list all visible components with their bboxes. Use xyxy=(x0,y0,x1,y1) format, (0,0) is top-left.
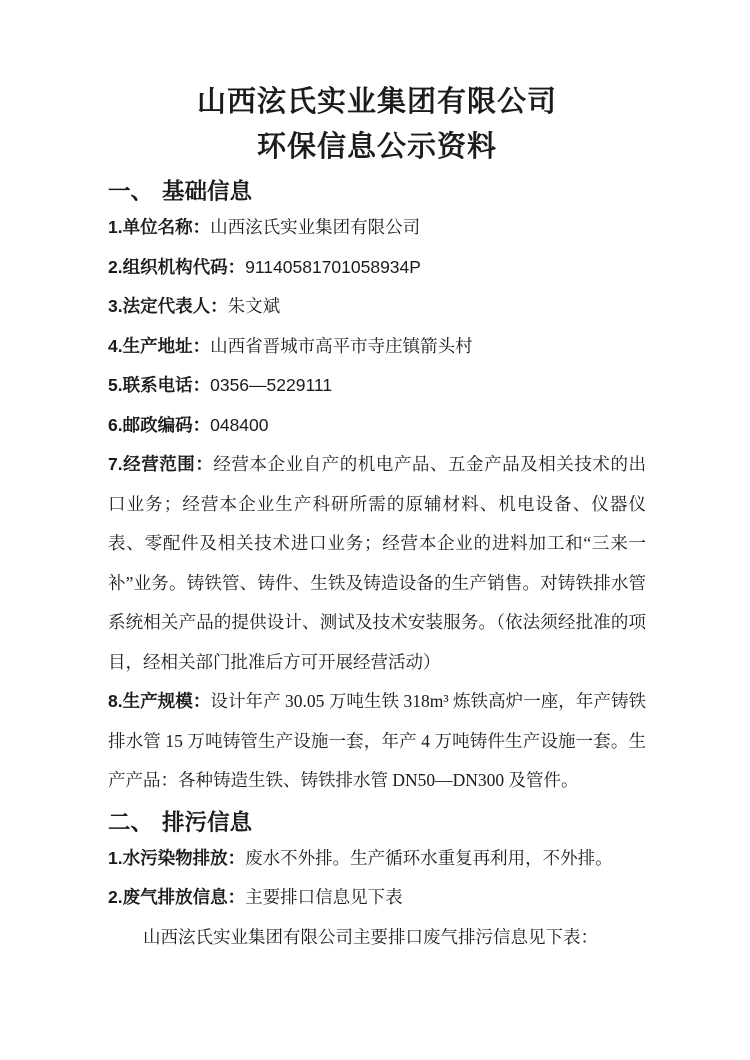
field-label: 1.水污染物排放： xyxy=(108,847,246,868)
section-number: 二、 xyxy=(108,809,154,835)
field-label: 2.废气排放信息： xyxy=(108,887,246,907)
field-contact-phone xyxy=(108,366,646,406)
field-label: 5.联系电话： xyxy=(108,375,211,395)
document-title xyxy=(108,80,646,170)
section-heading-basic-info xyxy=(108,175,646,208)
field-label: 3.法定代表人： xyxy=(108,296,228,316)
field-value: 主要排口信息见下表 xyxy=(245,887,403,907)
field-label: 1.单位名称： xyxy=(108,217,211,237)
field-business-scope xyxy=(108,445,646,682)
field-value: 经营本企业自产的机电产品、五金产品及相关技术的出口业务；经营本企业生产科研所需的原辅材料、机电设备、仪器仪表、零配件及相关技术进口业务；经营本企业的进料加工和“三来一补”业务。铸铁管、铸件、生铁及铸造设备的生产销售。对铸铁排水管系统相关产品的提供设计、测试及技术安装服务。（依法须经批准的项目，经相关部门批准后方可开展经营活动） xyxy=(108,454,646,672)
field-production-address xyxy=(108,327,646,367)
field-company-name xyxy=(108,208,646,248)
field-value: 山西泫氏实业集团有限公司 xyxy=(210,217,421,237)
field-label: 4.生产地址： xyxy=(108,335,211,356)
field-production-scale xyxy=(108,682,646,801)
field-label: 2.组织机构代码： xyxy=(108,256,246,277)
field-label: 6.邮政编码： xyxy=(108,414,211,435)
field-exhaust-gas-discharge xyxy=(108,878,646,918)
field-water-pollutant-discharge xyxy=(108,839,646,879)
document-title-line1: 山西泫氏实业集团有限公司 xyxy=(196,86,557,118)
field-value: 048400 xyxy=(210,414,269,435)
section-number: 一、 xyxy=(108,179,154,204)
field-organization-code xyxy=(108,248,646,288)
section-heading-pollution-info xyxy=(108,806,646,839)
document-title-line2: 环保信息公示资料 xyxy=(256,131,497,163)
field-postal-code xyxy=(108,406,646,446)
field-value: 设计年产 30.05 万吨生铁 318m³ 炼铁高炉一座，年产铸铁排水管 15 万吨铸管生产设施一套，年产 4 万吨铸件生产设施一套。生产产品：各种铸造生铁、铸铁排水管 DN50—DN300 及管件。 xyxy=(108,691,646,790)
field-legal-representative xyxy=(108,287,646,327)
closing-line: 山西泫氏实业集团有限公司主要排口废气排污信息见下表： xyxy=(143,926,598,947)
field-value: 废水不外排。生产循环水重复再利用，不外排。 xyxy=(245,847,613,868)
section-title: 排污信息 xyxy=(162,809,253,835)
field-value: 朱文斌 xyxy=(227,296,281,316)
field-value: 山西省晋城市高平市寺庄镇箭头村 xyxy=(210,335,473,356)
field-label: 7.经营范围： xyxy=(108,454,214,474)
field-value: 91140581701058934P xyxy=(245,256,421,277)
field-value: 0356—5229111 xyxy=(210,375,333,395)
field-label: 8.生产规模： xyxy=(108,691,211,711)
section-title: 基础信息 xyxy=(162,179,253,204)
